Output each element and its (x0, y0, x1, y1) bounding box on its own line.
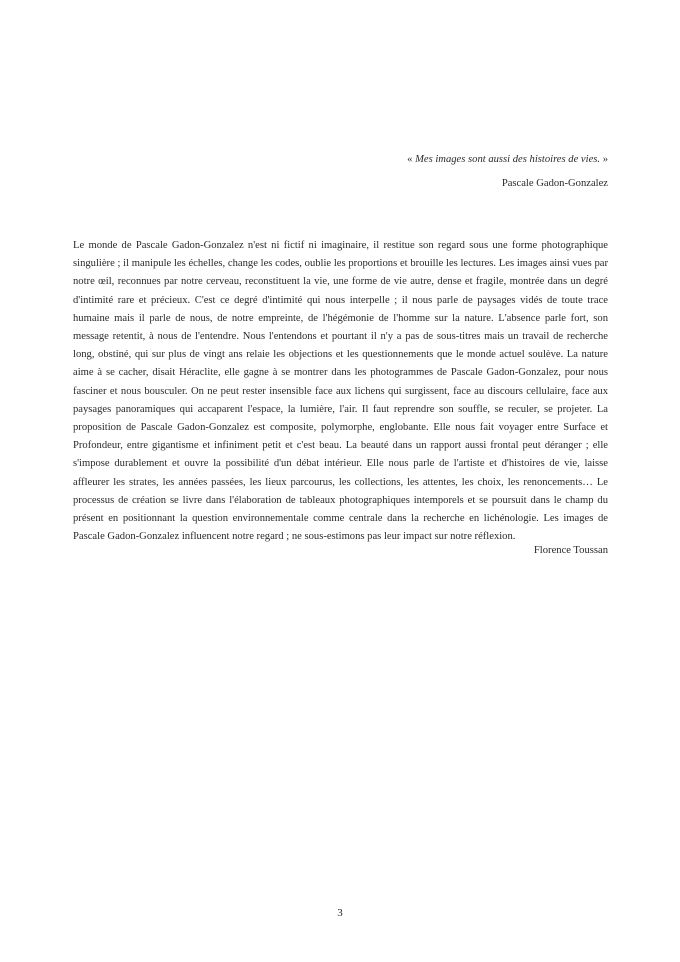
quote-text: Mes images sont aussi des histoires de vies. (415, 154, 601, 165)
epigraph (407, 150, 608, 194)
body-paragraph: Le monde de Pascale Gadon-Gonzalez n'est ni fictif ni imaginaire, il restitue son regard sous une forme photographique singulière ; il manipule les échelles, change les codes, oublie les proportions et brouille les lectures. Les images ainsi vues par notre œil, reconnues par notre cerveau, reconstituent la vie, une forme de vie autre, dense et fragile, montrée dans un degré d'intimité rare et précieux. C'est ce degré d'intimité qui nous interpelle ; il nous parle de paysages vidés de toute trace humaine mais il parle de nous, de notre empreinte, de l'hégémonie de l'homme sur la nature. L'absence parle fort, son message retentit, à nous de l'entendre. Nous l'entendons et pourtant il n'y a pas de sous-titres mais un travail de recherche long, obstiné, qui sur plus de vingt ans relaie les objections et les questionnements que le monde actuel soulève. La nature aime à se cacher, disait Héraclite, elle gagne à se montrer dans les photogrammes de Pascale Gadon-Gonzalez, pour nous fasciner et nous bousculer. On ne peut rester insensible face aux lichens qui surgissent, face au discours cellulaire, face aux paysages panoramiques qui accaparent l'espace, la lumière, l'air. Il faut reprendre son souffle, se reculer, se projeter. La proposition de Pascale Gadon-Gonzalez est composite, polymorphe, englobante. Elle nous fait voyager entre Surface et Profondeur, entre gigantisme et infiniment petit et c'est beau. La beauté dans un rapport aussi frontal peut déranger ; elle s'impose durablement et ouvre la possibilité d'un débat intérieur. Elle nous parle de l'artiste et d'histoires de vie, laisse affleurer les strates, les années passées, les lieux parcourus, les collections, les attentes, les choix, les renoncements… Le processus de création se livre dans l'élaboration de tableaux photographiques intemporels et se poursuit dans le champ du présent en positionnant la question environnementale comme centrale dans la recherche en lichénologie. Les images de Pascale Gadon-Gonzalez influencent notre regard ; ne sous-estimons pas leur impact sur notre réflexion. (73, 240, 608, 543)
signature: Florence Toussan (533, 545, 608, 556)
epigraph-author: Pascale Gadon-Gonzalez (501, 178, 608, 189)
open-quote: « (407, 154, 416, 165)
epigraph-quote (407, 150, 608, 170)
page-number: 3 (337, 907, 343, 919)
close-quote: » (600, 154, 608, 165)
